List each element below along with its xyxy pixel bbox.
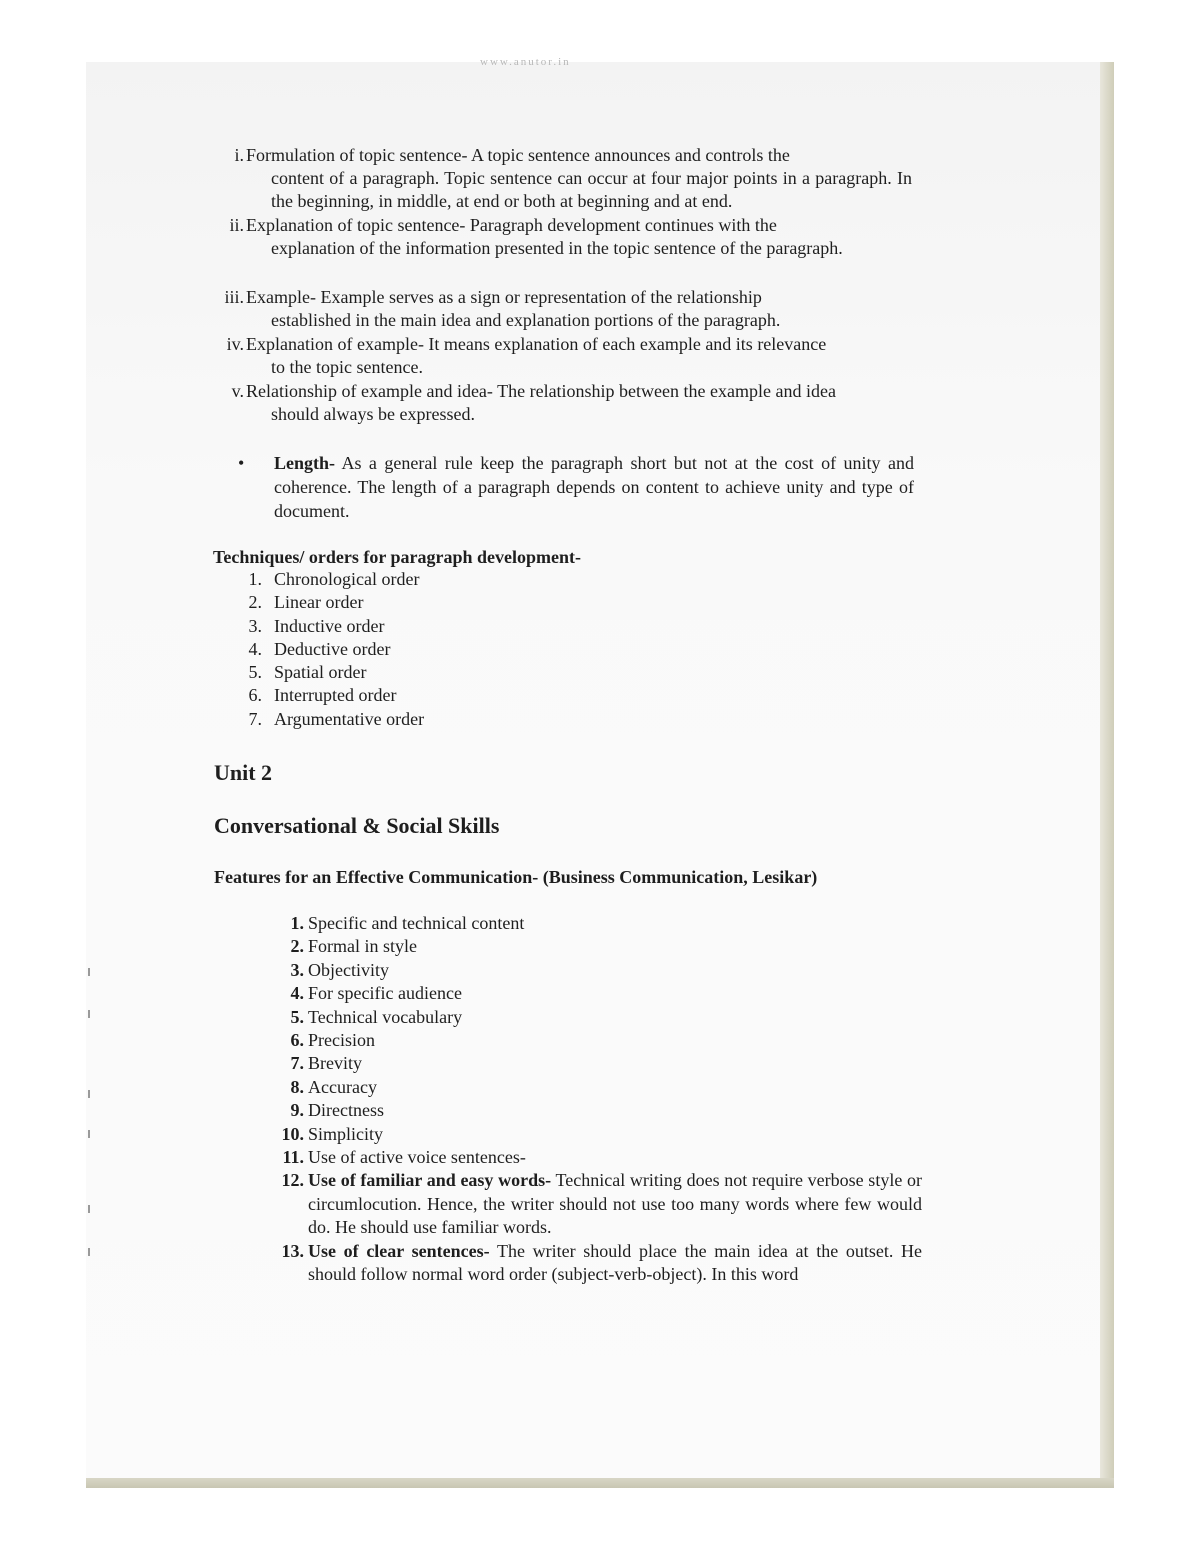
list-item <box>236 615 536 638</box>
list-item-bold-term: Use of familiar and easy words- <box>308 1170 552 1191</box>
techniques-list <box>236 568 536 731</box>
list-item <box>272 1123 922 1146</box>
list-item-number: 8. <box>290 1076 304 1097</box>
list-item-label: For specific audience <box>308 983 462 1004</box>
margin-tick <box>88 968 90 976</box>
list-item <box>272 959 922 982</box>
roman-item-first-line: Relationship of example and idea- The relationship between the example and idea <box>246 381 836 401</box>
unit-title: Unit 2 <box>214 760 273 785</box>
list-item-number: 7. <box>248 708 262 729</box>
list-item-number: 10. <box>281 1123 304 1144</box>
length-bullet-item <box>238 451 914 523</box>
list-item-label: Argumentative order <box>274 708 425 729</box>
roman-number: v. <box>231 381 244 401</box>
list-item-number: 9. <box>290 1100 304 1121</box>
margin-tick <box>88 1248 90 1256</box>
roman-number: i. <box>234 145 244 165</box>
list-item-number: 3. <box>290 959 304 980</box>
list-item-label: Precision <box>308 1030 375 1051</box>
roman-item-continuation: should always be expressed. <box>271 404 475 424</box>
list-item-number: 2. <box>248 592 262 613</box>
roman-item-continuation: to the topic sentence. <box>271 357 423 377</box>
bullet-text <box>274 451 914 523</box>
roman-item-first-line: Explanation of topic sentence- Paragraph development continues with the <box>246 215 777 235</box>
roman-number: ii. <box>229 215 244 235</box>
roman-list-item <box>210 286 912 332</box>
list-item <box>236 684 536 707</box>
list-item-number: 6. <box>290 1030 304 1051</box>
header-url-watermark: www.anutor.in <box>480 58 571 68</box>
list-item <box>236 661 536 684</box>
roman-item-first-line: Explanation of example- It means explanation of each example and its relevance <box>246 334 827 354</box>
list-item-label: Specific and technical content <box>308 913 525 933</box>
list-item-label: Technical writing does not require verbose style or circumlocution. Hence, the writer should not use too many words where few would do. He should use familiar words. <box>308 1170 922 1238</box>
list-item-label: Simplicity <box>308 1123 384 1144</box>
features-list <box>272 912 922 1287</box>
bullet-bold-term: Length- <box>274 453 336 473</box>
list-item <box>272 1006 922 1029</box>
list-item-label: Linear order <box>274 592 364 613</box>
roman-list-item <box>210 214 912 260</box>
list-item-number: 12. <box>281 1170 304 1191</box>
roman-list-item <box>210 380 912 426</box>
list-item-number: 2. <box>290 936 304 957</box>
list-item-label: Chronological order <box>274 569 420 589</box>
list-item <box>272 1076 922 1099</box>
list-item <box>272 935 922 958</box>
roman-item-first-line: Example- Example serves as a sign or representation of the relationship <box>246 287 762 307</box>
list-item <box>272 1169 922 1239</box>
roman-list-item <box>210 333 912 379</box>
list-item-label: Deductive order <box>274 638 391 659</box>
bullet-description: As a general rule keep the paragraph short but not at the cost of unity and coherence. The length of a paragraph depends on content to achieve unity and type of document. <box>274 453 914 521</box>
list-item <box>236 638 536 661</box>
list-item <box>272 1099 922 1122</box>
list-item-label: Use of active voice sentences- <box>308 1147 526 1168</box>
margin-tick <box>88 1130 90 1138</box>
roman-item-first-line: Formulation of topic sentence- A topic sentence announces and controls the <box>246 145 790 165</box>
list-item <box>236 708 536 731</box>
list-item-label: Directness <box>308 1100 384 1121</box>
margin-tick <box>88 1205 90 1213</box>
list-item-number: 5. <box>290 1006 304 1027</box>
list-item <box>272 1052 922 1075</box>
list-item-label: Inductive order <box>274 615 385 636</box>
list-item <box>236 568 536 591</box>
list-item-number: 4. <box>290 983 304 1004</box>
list-item-number: 4. <box>248 638 262 659</box>
roman-number: iv. <box>226 334 244 354</box>
list-item-label: The writer should place the main idea at the outset. He should follow normal word order (subject-verb-object). In this word <box>308 1240 923 1285</box>
list-item-label: Formal in style <box>308 936 417 957</box>
list-item <box>272 1146 922 1169</box>
list-item-number: 11. <box>282 1147 304 1168</box>
list-item-number: 13. <box>281 1240 304 1261</box>
list-item <box>272 1240 922 1287</box>
list-item-number: 3. <box>248 615 262 636</box>
margin-tick <box>88 1090 90 1098</box>
list-item-label: Interrupted order <box>274 685 397 706</box>
roman-item-continuation: content of a paragraph. Topic sentence can occur at four major points in a paragraph. In the beginning, in middle, at end or both at beginning and at end. <box>271 168 912 211</box>
list-item <box>272 912 922 935</box>
features-heading: Features for an Effective Communication- (Business Communication, Lesikar) <box>214 867 818 887</box>
list-item-number: 7. <box>290 1053 304 1074</box>
roman-list-item <box>210 144 912 213</box>
list-item-number: 1. <box>248 569 262 589</box>
list-item-label: Spatial order <box>274 662 367 683</box>
techniques-heading: Techniques/ orders for paragraph development- <box>213 547 582 567</box>
list-item-number: 1. <box>290 913 304 933</box>
list-item-number: 5. <box>248 662 262 683</box>
margin-tick <box>88 1010 90 1018</box>
list-item-label: Technical vocabulary <box>308 1006 463 1027</box>
roman-number: iii. <box>224 287 244 307</box>
list-item-label: Objectivity <box>308 959 389 980</box>
list-item <box>272 1029 922 1052</box>
list-item <box>236 591 536 614</box>
bullet-icon: • <box>238 453 245 473</box>
unit-subtitle: Conversational & Social Skills <box>214 813 500 838</box>
roman-item-continuation: established in the main idea and explanation portions of the paragraph. <box>271 310 781 330</box>
list-item-number: 6. <box>248 685 262 706</box>
list-item-bold-term: Use of clear sentences- <box>308 1240 490 1261</box>
list-item <box>272 982 922 1005</box>
roman-item-continuation: explanation of the information presented in the topic sentence of the paragraph. <box>271 238 843 258</box>
list-item-label: Brevity <box>308 1053 362 1074</box>
list-item-label: Accuracy <box>308 1076 377 1097</box>
